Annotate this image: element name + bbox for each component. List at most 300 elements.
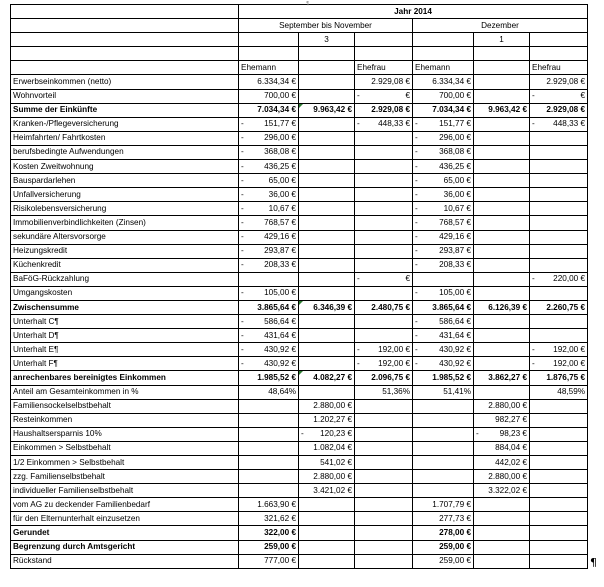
cell-value: 1.082,04 € [313, 443, 352, 453]
value-cell [474, 385, 530, 399]
value-cell [530, 300, 588, 314]
value-cell [239, 315, 299, 329]
value-cell [413, 300, 474, 314]
value-cell [413, 286, 474, 300]
row-label: berufsbedingte Aufwendungen [11, 145, 239, 159]
cell-content [532, 428, 585, 440]
cell-value: 9.963,42 € [313, 105, 352, 115]
value-cell [530, 484, 588, 498]
cell-value: 321,62 € [264, 513, 296, 523]
cell-content [301, 259, 352, 271]
value-cell [299, 272, 355, 286]
row-label: BaFöG-Rückzahlung [11, 272, 239, 286]
cell-content [476, 372, 527, 384]
row-label: anrechenbares bereinigtes Einkommen [11, 371, 239, 385]
minus-sign: - [357, 274, 360, 284]
value-cell [413, 512, 474, 526]
value-cell [355, 540, 413, 554]
cell-content [532, 527, 585, 539]
cell-content [476, 457, 527, 469]
table-row [11, 554, 588, 568]
cell-value: 48,64% [268, 387, 296, 397]
value-cell [355, 315, 413, 329]
cell-value: 293,87 € [439, 246, 471, 256]
cell-content [532, 513, 585, 525]
cell-content [357, 372, 410, 384]
cell-content [241, 90, 296, 102]
value-cell [413, 244, 474, 258]
minus-sign: - [357, 91, 360, 101]
cell-value: 541,02 € [320, 457, 352, 467]
cell-value: 700,00 € [439, 91, 471, 101]
value-cell [239, 470, 299, 484]
cell-value: 120,23 € [320, 429, 352, 439]
value-cell [299, 441, 355, 455]
value-cell [530, 160, 588, 174]
cell-content [241, 175, 296, 187]
value-cell [239, 89, 299, 103]
value-cell [355, 371, 413, 385]
cell-value: 208,33 € [439, 260, 471, 270]
row-label: Unterhalt C¶ [11, 315, 239, 329]
value-cell [413, 258, 474, 272]
cell-content [415, 344, 471, 356]
cell-value: 65,00 € [268, 175, 296, 185]
cell-content [301, 527, 352, 539]
value-cell [530, 470, 588, 484]
spacer-row [11, 47, 588, 61]
cell-content [415, 217, 471, 229]
cell-content [301, 203, 352, 215]
cell-value: 105,00 € [439, 288, 471, 298]
value-cell [299, 498, 355, 512]
minus-sign: - [241, 175, 244, 185]
cell-content [415, 555, 471, 567]
cell-value: 586,64 € [264, 316, 296, 326]
cell-value: 3.322,02 € [488, 485, 527, 495]
value-cell [413, 413, 474, 427]
row-label: Unterhalt F¶ [11, 357, 239, 371]
value-cell [299, 117, 355, 131]
cell-content [241, 414, 296, 426]
cell-content [532, 485, 585, 497]
value-cell [474, 343, 530, 357]
cell-content [476, 146, 527, 158]
cell-content [241, 189, 296, 201]
value-cell [474, 329, 530, 343]
cell-content [415, 442, 471, 454]
cell-value: 1.663,90 € [257, 499, 296, 509]
cell-value: 296,00 € [264, 133, 296, 143]
value-cell [474, 484, 530, 498]
cell-content [357, 428, 410, 440]
cell-value: € [580, 91, 586, 101]
value-cell [474, 258, 530, 272]
value-cell [355, 413, 413, 427]
value-cell [474, 89, 530, 103]
minus-sign: - [241, 330, 244, 340]
value-cell [355, 427, 413, 441]
cell-content [357, 527, 410, 539]
cell-content [357, 316, 410, 328]
value-cell [474, 456, 530, 470]
value-cell [413, 89, 474, 103]
cell-content [357, 344, 410, 356]
value-cell [474, 526, 530, 540]
value-cell [239, 385, 299, 399]
cell-content [241, 400, 296, 412]
minus-sign: - [357, 119, 360, 129]
value-cell [355, 145, 413, 159]
value-cell [413, 456, 474, 470]
cell-content [301, 189, 352, 201]
col-header-ehemann-2: Ehemann [413, 61, 474, 75]
period1-header: September bis November [239, 19, 413, 33]
value-cell [239, 427, 299, 441]
value-cell [474, 512, 530, 526]
cell-content [357, 555, 410, 567]
cell-content [241, 217, 296, 229]
value-cell [299, 174, 355, 188]
value-cell [530, 315, 588, 329]
cell-content [532, 400, 585, 412]
col-header-ehefrau-1: Ehefrau [355, 61, 413, 75]
value-cell [355, 272, 413, 286]
cell-value: 436,25 € [439, 161, 471, 171]
minus-sign: - [415, 133, 418, 143]
cell-content [301, 104, 352, 116]
value-cell [355, 160, 413, 174]
cell-value: 277,73 € [439, 513, 471, 523]
cell-content [415, 90, 471, 102]
cell-content [241, 302, 296, 314]
cell-value: 2.929,08 € [371, 77, 410, 87]
cell-value: 368,08 € [439, 147, 471, 157]
row-label: zzg. Familienselbstbehalt [11, 470, 239, 484]
cell-content [415, 372, 471, 384]
value-cell [299, 286, 355, 300]
minus-sign: - [415, 161, 418, 171]
cell-content [357, 203, 410, 215]
value-cell [355, 103, 413, 117]
cell-content [301, 132, 352, 144]
cell-value: 2.096,75 € [371, 372, 410, 382]
cell-content [357, 330, 410, 342]
value-cell [474, 202, 530, 216]
value-cell [474, 103, 530, 117]
value-cell [474, 117, 530, 131]
minus-sign: - [415, 316, 418, 326]
value-cell [239, 554, 299, 568]
cell-content [415, 76, 471, 88]
value-cell [474, 145, 530, 159]
table-row [11, 286, 588, 300]
cell-value: 296,00 € [439, 133, 471, 143]
cell-value: 2.260,75 € [546, 302, 586, 312]
cell-content [357, 189, 410, 201]
value-cell [239, 399, 299, 413]
table-row [11, 89, 588, 103]
cell-value: 2.929,08 € [546, 77, 586, 87]
minus-sign: - [415, 175, 418, 185]
value-cell [474, 272, 530, 286]
cell-value: 6.346,39 € [313, 302, 352, 312]
cell-value: 192,00 € [553, 358, 586, 368]
value-cell [239, 202, 299, 216]
value-cell [355, 512, 413, 526]
value-cell [355, 456, 413, 470]
value-cell [474, 188, 530, 202]
minus-sign: - [415, 344, 418, 354]
value-cell [355, 216, 413, 230]
cell-content [476, 217, 527, 229]
value-cell [474, 216, 530, 230]
minus-sign: - [415, 189, 418, 199]
table-row [11, 244, 588, 258]
cell-content [241, 330, 296, 342]
value-cell [239, 484, 299, 498]
cell-content [357, 442, 410, 454]
cell-value: 2.480,75 € [371, 302, 410, 312]
value-cell [530, 174, 588, 188]
cell-content [301, 386, 352, 398]
cell-content [241, 104, 296, 116]
value-cell [474, 413, 530, 427]
cell-value: 777,00 € [264, 556, 296, 566]
cell-value: 448,33 € [553, 119, 586, 129]
cell-content [415, 527, 471, 539]
cell-content [301, 231, 352, 243]
value-cell [355, 441, 413, 455]
cell-content [357, 386, 410, 398]
value-cell [299, 315, 355, 329]
cell-content [241, 471, 296, 483]
cell-content [301, 316, 352, 328]
cell-content [476, 386, 527, 398]
minus-sign: - [357, 358, 360, 368]
cell-content [241, 485, 296, 497]
cell-content [415, 457, 471, 469]
cell-value: 430,92 € [264, 358, 296, 368]
cell-content [357, 175, 410, 187]
value-cell [239, 174, 299, 188]
value-cell [239, 413, 299, 427]
cell-content [301, 302, 352, 314]
value-cell [355, 470, 413, 484]
value-cell [355, 399, 413, 413]
value-cell [299, 329, 355, 343]
cell-value: 10,67 € [443, 203, 471, 213]
value-cell [299, 300, 355, 314]
value-cell [239, 160, 299, 174]
cell-content [301, 372, 352, 384]
cell-content [532, 175, 585, 187]
value-cell [355, 498, 413, 512]
table-row [11, 160, 588, 174]
cell-content [357, 161, 410, 173]
cell-content [476, 414, 527, 426]
value-cell [413, 498, 474, 512]
value-cell [299, 258, 355, 272]
cell-content [532, 203, 585, 215]
cell-value: 2.880,00 € [488, 401, 527, 411]
cell-value: 430,92 € [264, 344, 296, 354]
value-cell [299, 75, 355, 89]
value-cell [355, 385, 413, 399]
cell-content [532, 287, 585, 299]
cell-value: 6.334,34 € [257, 77, 296, 87]
table-row [11, 413, 588, 427]
cell-content [415, 273, 471, 285]
cell-value: 429,16 € [439, 232, 471, 242]
value-cell [530, 343, 588, 357]
value-cell [530, 371, 588, 385]
value-cell [413, 371, 474, 385]
cell-content [415, 400, 471, 412]
value-cell [474, 300, 530, 314]
cell-content [241, 442, 296, 454]
table-body [11, 75, 588, 568]
cell-content [476, 485, 527, 497]
cell-content [357, 231, 410, 243]
value-cell [474, 427, 530, 441]
cell-content [476, 132, 527, 144]
cell-content [476, 471, 527, 483]
cell-content [476, 161, 527, 173]
value-cell [355, 131, 413, 145]
value-cell [530, 357, 588, 371]
value-cell [530, 540, 588, 554]
value-cell [239, 188, 299, 202]
value-cell [413, 385, 474, 399]
cell-content [415, 386, 471, 398]
row-label: Haushaltsersparnis 10% [11, 427, 239, 441]
cell-value: 151,77 € [264, 119, 296, 129]
cell-content [415, 132, 471, 144]
minus-sign: - [241, 260, 244, 270]
row-label: Familiensockelselbstbehalt [11, 399, 239, 413]
row-label: Einkommen > Selbstbehalt [11, 441, 239, 455]
value-cell [474, 357, 530, 371]
row-label: Heimfahrten/ Fahrtkosten [11, 131, 239, 145]
cell-value: 884,04 € [495, 443, 527, 453]
months-header-row [11, 33, 588, 47]
cell-content [532, 358, 585, 370]
value-cell [355, 230, 413, 244]
cell-content [476, 330, 527, 342]
value-cell [239, 441, 299, 455]
minus-sign: - [357, 344, 360, 354]
cell-content [476, 316, 527, 328]
cell-value: 259,00 € [439, 556, 471, 566]
value-cell [355, 526, 413, 540]
table-row [11, 399, 588, 413]
cell-value: 6.334,34 € [432, 77, 471, 87]
cell-value: 259,00 € [264, 542, 296, 552]
cell-value: 51,41% [443, 387, 471, 397]
cell-content [415, 358, 471, 370]
value-cell [239, 272, 299, 286]
value-cell [239, 131, 299, 145]
value-cell [530, 145, 588, 159]
cell-content [415, 175, 471, 187]
value-cell [239, 498, 299, 512]
row-label: sekundäre Altersvorsorge [11, 230, 239, 244]
cell-content [415, 302, 471, 314]
value-cell [413, 272, 474, 286]
value-cell [530, 103, 588, 117]
cell-content [357, 513, 410, 525]
cell-content [532, 471, 585, 483]
value-cell [355, 202, 413, 216]
cell-value: 208,33 € [264, 260, 296, 270]
spreadsheet-table-container [10, 1, 597, 569]
year-header: Jahr 2014 [239, 5, 588, 19]
value-cell [355, 329, 413, 343]
cell-content [241, 513, 296, 525]
cell-content [357, 485, 410, 497]
value-cell [413, 343, 474, 357]
table-row [11, 230, 588, 244]
value-cell [413, 540, 474, 554]
value-cell [413, 399, 474, 413]
cell-content [241, 541, 296, 553]
cell-content [476, 527, 527, 539]
value-cell [474, 315, 530, 329]
table-row [11, 343, 588, 357]
cell-content [415, 245, 471, 257]
minus-sign: - [532, 358, 535, 368]
value-cell [239, 540, 299, 554]
cell-content [476, 175, 527, 187]
value-cell [355, 244, 413, 258]
row-label: 1/2 Einkommen > Selbstbehalt [11, 456, 239, 470]
cell-content [241, 499, 296, 511]
cell-content [532, 414, 585, 426]
minus-sign: - [532, 91, 535, 101]
row-label: Anteil am Gesamteinkommen in % [11, 385, 239, 399]
cell-content [241, 146, 296, 158]
cell-content [301, 555, 352, 567]
cell-content [476, 442, 527, 454]
cell-value: 442,02 € [495, 457, 527, 467]
cell-value: 1.985,52 € [257, 372, 296, 382]
minus-sign: - [241, 246, 244, 256]
cell-value: 431,64 € [439, 330, 471, 340]
value-cell [413, 160, 474, 174]
cell-content [532, 372, 585, 384]
value-cell [413, 470, 474, 484]
cell-value: 293,87 € [264, 246, 296, 256]
cell-content [415, 287, 471, 299]
cell-value: 448,33 € [378, 119, 410, 129]
value-cell [530, 399, 588, 413]
cell-content [301, 175, 352, 187]
value-cell [474, 75, 530, 89]
value-cell [413, 202, 474, 216]
value-cell [299, 413, 355, 427]
cell-value: 192,00 € [378, 344, 410, 354]
value-cell [299, 216, 355, 230]
table-row [11, 385, 588, 399]
cell-content [532, 132, 585, 144]
value-cell [299, 399, 355, 413]
value-cell [413, 75, 474, 89]
cell-content [476, 555, 527, 567]
cell-content [241, 273, 296, 285]
table-row [11, 202, 588, 216]
minus-sign: - [241, 358, 244, 368]
